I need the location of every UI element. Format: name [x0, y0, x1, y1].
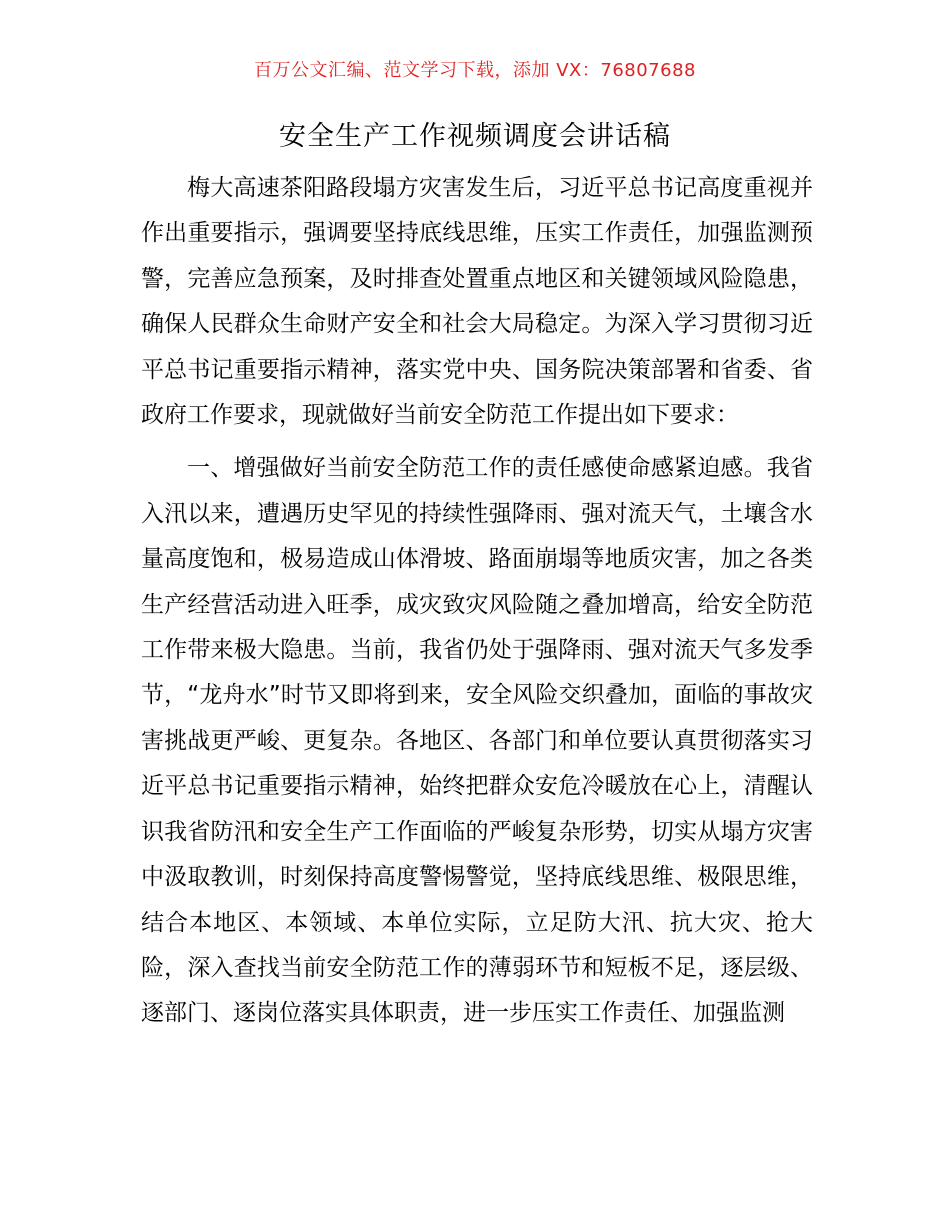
paragraph-intro: 梅大高速茶阳路段塌方灾害发生后，习近平总书记高度重视并作出重要指示，强调要坚持底线思维，压实工作责任，加强监测预警，完善应急预案，及时排查处置重点地区和关键领域风险隐患，确保人民群众生命财产安全和社会大局稳定。为深入学习贯彻习近平总书记重要指示精神，落实党中央、国务院决策部署和省委、省政府工作要求，现就做好当前安全防范工作提出如下要求：	[141, 175, 813, 429]
paragraph-section-one: 一、增强做好当前安全防范工作的责任感使命感紧迫感。我省入汛以来，遭遇历史罕见的持续性强降雨、强对流天气，土壤含水量高度饱和，极易造成山体滑坡、路面崩塌等地质灾害，加之各类生产经营活动进入旺季，成灾致灾风险随之叠加增高，给安全防范工作带来极大隐患。当前，我省仍处于强降雨、强对流天气多发季节，“龙舟水”时节又即将到来，安全风险交织叠加，面临的事故灾害挑战更严峻、更复杂。各地区、各部门和单位要认真贯彻落实习近平总书记重要指示精神，始终把群众安危冷暖放在心上，清醒认识我省防汛和安全生产工作面临的严峻复杂形势，切实从塌方灾害中汲取教训，时刻保持高度警惕警觉，坚持底线思维、极限思维，结合本地区、本领域、本单位实际，立足防大汛、抗大灾、抢大险，深入查找当前安全防范工作的薄弱环节和短板不足，逐层级、逐部门、逐岗位落实具体职责，进一步压实工作责任、加强监测	[141, 455, 813, 1027]
header-banner: 百万公文汇编、范文学习下载，添加 VX：76807688	[254, 60, 696, 81]
document-body	[141, 166, 813, 1037]
document-title: 安全生产工作视频调度会讲话稿	[279, 121, 671, 152]
